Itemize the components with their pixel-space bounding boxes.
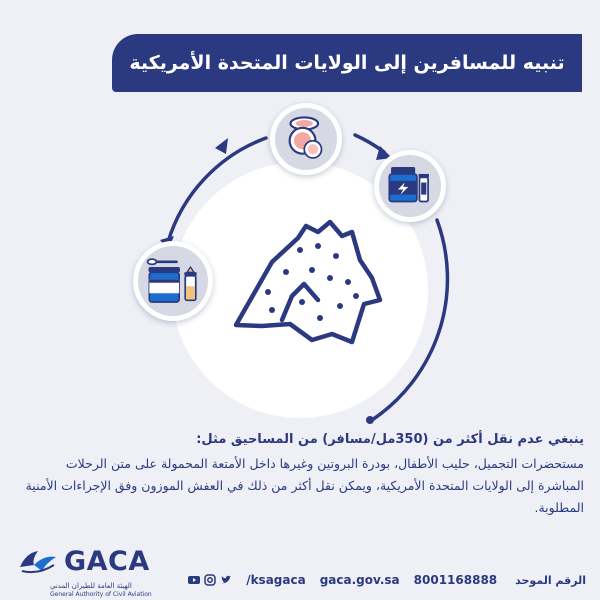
baby-formula-icon bbox=[133, 241, 213, 321]
logo-arabic-name: الهيئة العامة للطيران المدني bbox=[50, 582, 132, 590]
gaca-logo bbox=[16, 540, 176, 598]
arrow-dot bbox=[366, 416, 374, 424]
contact-row bbox=[188, 569, 586, 591]
footer bbox=[0, 540, 600, 600]
logo-wordmark: GACA bbox=[64, 546, 150, 577]
logo-english-name: General Authority of Civil Aviation bbox=[50, 591, 152, 598]
notice-text bbox=[16, 432, 584, 519]
twitter-icon[interactable] bbox=[220, 574, 232, 586]
phone-label: الرقم الموحد bbox=[515, 573, 586, 587]
cosmetics-compact-icon bbox=[270, 103, 342, 175]
website-link[interactable]: gaca.gov.sa bbox=[319, 573, 400, 587]
youtube-icon[interactable] bbox=[188, 574, 200, 586]
social-handle[interactable]: /ksagaca bbox=[246, 573, 306, 587]
gaca-emblem-icon bbox=[16, 545, 60, 579]
protein-tub-icon bbox=[374, 150, 446, 222]
arrow-dot bbox=[219, 145, 225, 151]
phone-number[interactable]: 8001168888 bbox=[413, 573, 498, 587]
social-icons bbox=[188, 574, 232, 586]
notice-paragraph: مستحضرات التجميل، حليب الأطفال، بودرة البروتين وغيرها داخل الأمتعة المحمولة على متن الرحلات المباشرة إلى الولايات المتحدة الأمريكية، ويمكن نقل أكثر من ذلك في العفش الموزون وفق الإجراءات الأمنية المطلوبة. bbox=[25, 456, 584, 515]
notice-heading: ينبغي عدم نقل أكثر من (350مل/مسافر) من المساحيق مثل: bbox=[196, 432, 584, 447]
page-title: تنبيه للمسافرين إلى الولايات المتحدة الأمريكية bbox=[112, 34, 582, 92]
instagram-icon[interactable] bbox=[204, 574, 216, 586]
